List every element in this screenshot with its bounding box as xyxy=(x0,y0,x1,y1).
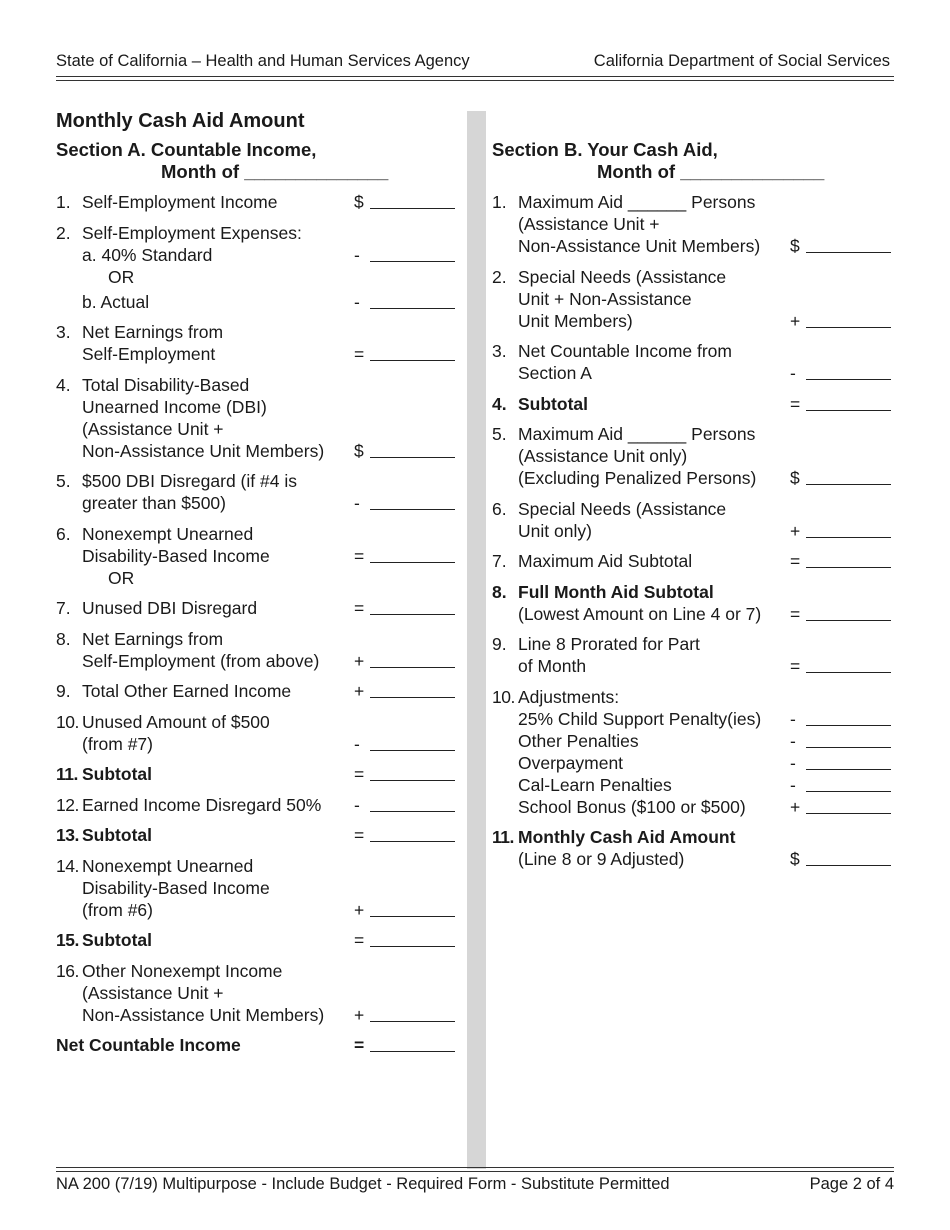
amount-field[interactable] xyxy=(790,655,892,677)
amount-sign: + xyxy=(790,796,801,817)
amount-field[interactable] xyxy=(354,899,456,921)
amount-field[interactable] xyxy=(354,492,456,514)
amount-sign: $ xyxy=(790,468,800,488)
line-block xyxy=(56,523,456,567)
amount-blank xyxy=(806,484,891,485)
amount-blank xyxy=(806,379,891,380)
line-text-row: Special Needs (Assistance xyxy=(518,266,727,287)
net-countable-income-label: Net Countable Income xyxy=(56,1035,241,1055)
line-text-row: Unit only) xyxy=(518,520,592,541)
amount-sign: + xyxy=(354,1004,365,1025)
amount-sign: + xyxy=(354,681,365,701)
line-text-row: Unused DBI Disregard xyxy=(82,598,258,618)
amount-field[interactable] xyxy=(790,467,892,489)
line-number: 2. xyxy=(492,266,507,287)
line-text-row: Net Earnings from xyxy=(82,322,224,342)
amount-blank xyxy=(806,672,891,673)
line-item-16 xyxy=(56,960,456,1026)
amount-blank xyxy=(370,562,455,563)
amount-blank xyxy=(370,667,455,668)
line-text-row: Non-Assistance Unit Members) xyxy=(82,440,325,461)
amount-sign: - xyxy=(354,244,360,265)
amount-field[interactable] xyxy=(790,708,892,730)
line-text-row: Non-Assistance Unit Members) xyxy=(82,1004,325,1025)
footer-rule-bottom xyxy=(56,1171,894,1172)
line-item-7 xyxy=(56,597,456,619)
amount-blank xyxy=(370,750,455,751)
amount-field[interactable] xyxy=(790,520,892,542)
line-item-4 xyxy=(56,374,456,462)
line-item-11 xyxy=(492,826,892,870)
line-item-9 xyxy=(492,633,892,677)
amount-sign: = xyxy=(354,545,365,566)
line-item-11 xyxy=(56,763,456,785)
amount-blank xyxy=(370,1051,455,1052)
line-item-5 xyxy=(492,423,892,489)
amount-blank xyxy=(806,769,891,770)
line-number: 12. xyxy=(56,794,79,815)
line-number: 13. xyxy=(56,825,79,845)
adjustment-label: Other Penalties xyxy=(518,730,639,751)
amount-blank xyxy=(370,261,455,262)
line-text-row: (from #6) xyxy=(82,899,153,920)
adjustment-label: School Bonus ($100 or $500) xyxy=(518,796,746,817)
line-number: 11. xyxy=(56,764,78,784)
adjustment-row xyxy=(492,708,892,730)
section-a-lines xyxy=(56,191,456,1026)
line-number: 10. xyxy=(492,686,515,707)
amount-sign: + xyxy=(354,899,365,920)
line-item-10 xyxy=(492,686,892,818)
line-item-15 xyxy=(56,929,456,951)
line-item-7 xyxy=(492,550,892,572)
line-number: 3. xyxy=(56,322,71,342)
line-item-3 xyxy=(56,321,456,365)
amount-field[interactable] xyxy=(790,796,892,818)
line-text-row: Subtotal xyxy=(518,393,588,414)
amount-blank xyxy=(370,308,455,309)
line-item-6 xyxy=(56,523,456,589)
amount-sign: - xyxy=(790,363,796,383)
line-text-row: Self-Employment Expenses: xyxy=(82,222,302,243)
section-b-heading-line1: Section B. Your Cash Aid, xyxy=(492,139,718,160)
adjustment-label: 25% Child Support Penalty(ies) xyxy=(518,708,762,729)
section-a-heading-line1: Section A. Countable Income, xyxy=(56,139,317,160)
amount-field[interactable] xyxy=(354,545,456,567)
footer-page-number: Page 2 of 4 xyxy=(809,1175,894,1193)
line-text-row: (Assistance Unit + xyxy=(82,418,224,439)
amount-sign: - xyxy=(354,794,360,815)
line-item-1 xyxy=(56,191,456,213)
amount-blank xyxy=(806,813,891,814)
line-sub-text: b. Actual xyxy=(82,291,150,312)
amount-blank xyxy=(370,946,455,947)
header-agency: State of California – Health and Human Services Agency xyxy=(56,52,470,70)
amount-blank xyxy=(370,509,455,510)
amount-blank xyxy=(806,567,891,568)
amount-blank xyxy=(806,865,891,866)
line-item-5 xyxy=(56,470,456,514)
amount-field[interactable] xyxy=(790,603,892,625)
line-text-row: Other Nonexempt Income xyxy=(82,960,283,981)
amount-blank xyxy=(806,791,891,792)
amount-sign: $ xyxy=(354,440,364,461)
line-text-row: (Excluding Penalized Persons) xyxy=(518,468,757,488)
line-text-row: Subtotal xyxy=(82,825,152,845)
line-text-row: (Lowest Amount on Line 4 or 7) xyxy=(518,603,762,624)
amount-sign: = xyxy=(790,603,801,624)
line-text-row: Net Countable Income from xyxy=(518,341,732,361)
line-sub-row xyxy=(56,266,456,288)
line-item-6 xyxy=(492,498,892,542)
amount-sign: - xyxy=(354,291,360,312)
line-text-row: Disability-Based Income xyxy=(82,877,270,898)
line-sub-row xyxy=(56,291,456,313)
form-title: Monthly Cash Aid Amount xyxy=(56,110,305,132)
line-item-13 xyxy=(56,824,456,846)
line-text-row: Unused Amount of $500 xyxy=(82,711,270,732)
line-number: 8. xyxy=(56,628,71,649)
amount-blank xyxy=(806,327,891,328)
amount-field[interactable] xyxy=(354,343,456,365)
amount-field[interactable] xyxy=(790,730,892,752)
line-text-row: (Line 8 or 9 Adjusted) xyxy=(518,849,685,869)
line-number: 8. xyxy=(492,581,507,602)
amount-sign: = xyxy=(790,551,801,571)
amount-blank xyxy=(370,841,455,842)
line-text-row: Line 8 Prorated for Part xyxy=(518,634,700,654)
line-text-row: Self-Employment Income xyxy=(82,192,278,212)
line-text-row: Section A xyxy=(518,363,592,383)
line-text-row: Subtotal xyxy=(82,930,152,950)
amount-sign: $ xyxy=(790,236,800,256)
column-divider xyxy=(467,111,486,1169)
amount-field[interactable] xyxy=(790,848,892,870)
line-number: 1. xyxy=(56,192,71,212)
line-sub-text: OR xyxy=(108,567,135,588)
line-item-3 xyxy=(492,340,892,384)
amount-sign: = xyxy=(354,764,365,784)
amount-blank xyxy=(806,537,891,538)
line-text-row: (Assistance Unit only) xyxy=(518,446,688,466)
line-block xyxy=(56,222,456,266)
amount-blank xyxy=(370,208,455,209)
amount-sign: = xyxy=(790,656,801,676)
amount-field[interactable] xyxy=(790,235,892,257)
amount-field[interactable] xyxy=(354,291,456,313)
net-countable-income-amount[interactable] xyxy=(354,1034,456,1056)
amount-blank xyxy=(370,457,455,458)
line-text-row: Monthly Cash Aid Amount xyxy=(518,827,736,847)
line-item-1 xyxy=(492,191,892,257)
line-text-row: Net Earnings from xyxy=(82,628,224,649)
line-text-row: (Assistance Unit + xyxy=(82,982,224,1003)
line-item-8 xyxy=(492,581,892,625)
amount-sign: - xyxy=(790,708,796,729)
section-a-month-field[interactable]: Month of ______________ xyxy=(161,161,389,182)
amount-sign: $ xyxy=(790,849,800,869)
amount-field[interactable] xyxy=(354,733,456,755)
section-b-heading xyxy=(492,139,892,183)
line-number: 9. xyxy=(56,681,71,701)
amount-field[interactable] xyxy=(354,1004,456,1026)
section-b-lines xyxy=(492,191,892,870)
line-text-row: (Assistance Unit + xyxy=(518,214,660,234)
line-text-row: Non-Assistance Unit Members) xyxy=(518,236,761,256)
adjustment-row xyxy=(492,752,892,774)
amount-sign: - xyxy=(354,493,360,513)
amount-blank xyxy=(806,410,891,411)
net-countable-income-row xyxy=(56,1034,456,1056)
amount-field[interactable] xyxy=(354,244,456,266)
amount-field[interactable] xyxy=(790,393,892,415)
line-text-row: Special Needs (Assistance xyxy=(518,498,727,519)
line-text-row: a. 40% Standard xyxy=(82,244,213,265)
line-text xyxy=(518,686,892,708)
line-number: 3. xyxy=(492,341,507,361)
amount-sign: = xyxy=(354,930,365,950)
amount-sign: + xyxy=(354,650,365,671)
amount-field[interactable] xyxy=(790,362,892,384)
adjustment-label: Overpayment xyxy=(518,752,624,773)
line-text-row: Disability-Based Income xyxy=(82,545,270,566)
section-a xyxy=(56,109,456,1056)
amount-sign: - xyxy=(790,730,796,751)
amount-field[interactable] xyxy=(790,310,892,332)
amount-sign: = xyxy=(354,598,365,618)
amount-field[interactable] xyxy=(790,550,892,572)
line-text-row: Adjustments: xyxy=(518,686,620,707)
amount-blank xyxy=(806,620,891,621)
line-number: 14. xyxy=(56,855,79,876)
amount-field[interactable] xyxy=(354,794,456,816)
line-item-9 xyxy=(56,680,456,702)
line-text-row: $500 DBI Disregard (if #4 is xyxy=(82,471,297,491)
amount-sign: + xyxy=(790,520,801,541)
line-item-8 xyxy=(56,628,456,672)
adjustment-row xyxy=(492,774,892,796)
amount-blank xyxy=(806,747,891,748)
amount-sign: = xyxy=(354,825,365,845)
amount-sign: = xyxy=(790,393,801,414)
section-b-month-field[interactable]: Month of ______________ xyxy=(597,161,825,182)
line-sub-text: OR xyxy=(108,266,135,287)
line-number: 5. xyxy=(492,424,507,444)
line-text-row: Maximum Aid ______ Persons xyxy=(518,424,756,444)
amount-blank xyxy=(370,916,455,917)
line-number: 7. xyxy=(492,551,507,571)
header-rule-top xyxy=(56,76,894,77)
line-text-row: Total Disability-Based xyxy=(82,374,250,395)
line-item-10 xyxy=(56,711,456,755)
amount-field[interactable] xyxy=(354,763,456,785)
line-number: 7. xyxy=(56,598,71,618)
amount-blank xyxy=(370,1021,455,1022)
amount-field[interactable] xyxy=(354,824,456,846)
amount-field[interactable] xyxy=(354,191,456,213)
adjustment-label: Cal-Learn Penalties xyxy=(518,774,672,795)
line-number: 15. xyxy=(56,930,79,950)
line-item-2 xyxy=(492,266,892,332)
amount-blank xyxy=(370,697,455,698)
line-number: 16. xyxy=(56,960,79,981)
line-text-row: (from #7) xyxy=(82,733,153,754)
line-number: 6. xyxy=(492,498,507,519)
line-number: 4. xyxy=(56,374,71,395)
line-item-14 xyxy=(56,855,456,921)
line-item-4 xyxy=(492,393,892,415)
section-a-heading xyxy=(56,139,456,183)
footer-rule-top xyxy=(56,1167,894,1168)
line-text-row: Full Month Aid Subtotal xyxy=(518,581,714,602)
line-number: 4. xyxy=(492,393,507,414)
amount-blank xyxy=(370,811,455,812)
amount-sign: $ xyxy=(354,192,364,212)
line-item-12 xyxy=(56,794,456,816)
line-number: 11. xyxy=(492,827,514,847)
line-text-row: Total Other Earned Income xyxy=(82,681,292,701)
adjustment-row xyxy=(492,730,892,752)
line-text-row: Maximum Aid Subtotal xyxy=(518,551,693,571)
amount-sign: = xyxy=(354,344,365,364)
amount-blank xyxy=(370,614,455,615)
amount-field[interactable] xyxy=(354,680,456,702)
line-number: 2. xyxy=(56,222,71,243)
line-text-row: Nonexempt Unearned xyxy=(82,523,254,544)
amount-sign: - xyxy=(354,733,360,754)
adjustment-row xyxy=(492,796,892,818)
amount-blank xyxy=(806,725,891,726)
section-b xyxy=(492,139,892,879)
amount-sign: = xyxy=(354,1035,365,1055)
line-text-row: Subtotal xyxy=(82,764,152,784)
line-number: 1. xyxy=(492,192,507,212)
amount-blank xyxy=(370,780,455,781)
amount-sign: - xyxy=(790,752,796,773)
header-department: California Department of Social Services xyxy=(593,52,890,70)
amount-field[interactable] xyxy=(354,929,456,951)
header-rule-bottom xyxy=(56,80,894,81)
amount-field[interactable] xyxy=(790,774,892,796)
line-text-row: of Month xyxy=(518,656,587,676)
line-number: 10. xyxy=(56,711,79,732)
footer-form-id: NA 200 (7/19) Multipurpose - Include Budget - Required Form - Substitute Permitted xyxy=(56,1175,670,1193)
line-text-row: Earned Income Disregard 50% xyxy=(82,794,322,815)
line-sub-row xyxy=(56,567,456,589)
amount-blank xyxy=(806,252,891,253)
line-number: 5. xyxy=(56,471,71,491)
line-text-row: Self-Employment xyxy=(82,344,216,364)
line-block xyxy=(492,686,892,708)
line-number: 6. xyxy=(56,523,71,544)
amount-blank xyxy=(370,360,455,361)
line-text-row: greater than $500) xyxy=(82,493,226,513)
amount-field[interactable] xyxy=(354,597,456,619)
line-text-row: Maximum Aid ______ Persons xyxy=(518,192,756,212)
amount-sign: + xyxy=(790,310,801,331)
line-text-row: Self-Employment (from above) xyxy=(82,650,320,671)
line-text-row: Nonexempt Unearned xyxy=(82,855,254,876)
line-text-row: Unearned Income (DBI) xyxy=(82,396,267,417)
line-text-row: Unit Members) xyxy=(518,310,633,331)
amount-field[interactable] xyxy=(790,752,892,774)
line-item-2 xyxy=(56,222,456,313)
amount-sign: - xyxy=(790,774,796,795)
amount-field[interactable] xyxy=(354,650,456,672)
line-number: 9. xyxy=(492,634,507,654)
line-text-row: Unit + Non-Assistance xyxy=(518,288,692,309)
amount-field[interactable] xyxy=(354,440,456,462)
